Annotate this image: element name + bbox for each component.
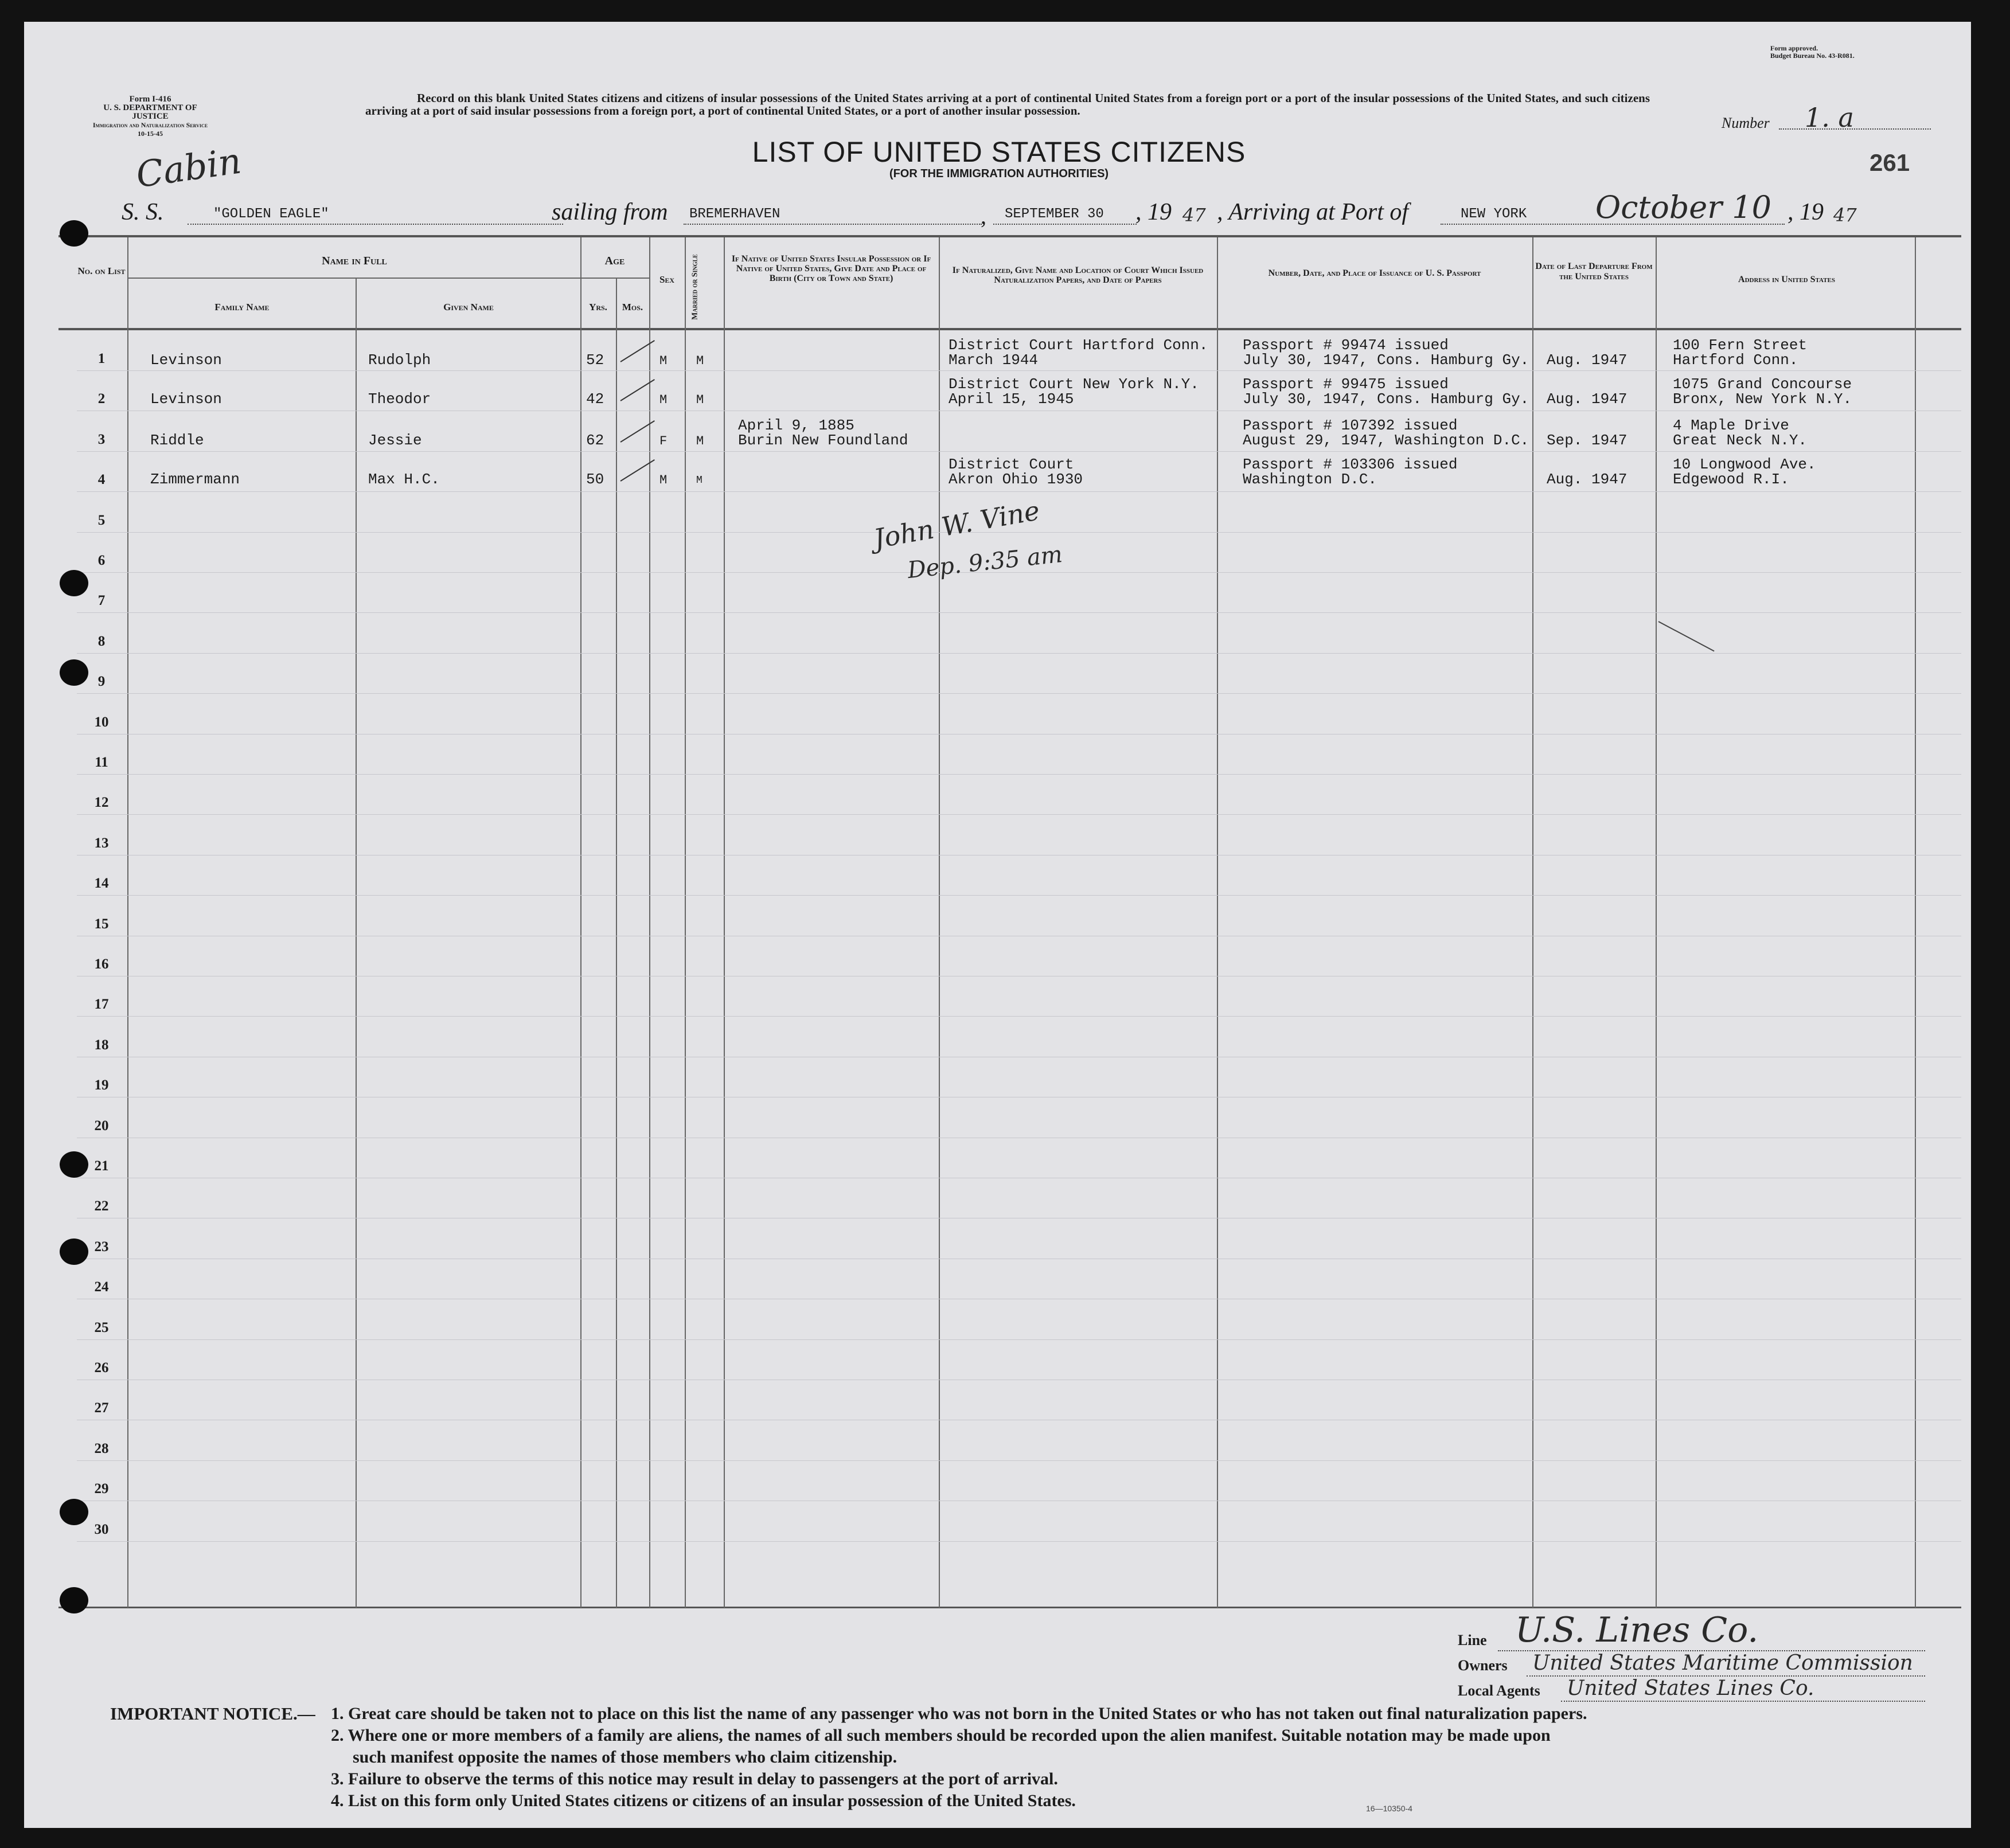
row-number: 18: [94, 1037, 109, 1053]
arrival-date: October 10: [1595, 189, 1771, 225]
row-number: 13: [94, 835, 109, 851]
sex: M: [659, 473, 668, 487]
native-line1: April 9, 1885: [738, 417, 854, 434]
row-number: 3: [97, 431, 106, 447]
address-line2: Edgewood R.I.: [1673, 471, 1789, 488]
age-years: 42: [586, 390, 604, 408]
approval-block: [1770, 45, 1855, 60]
row-number: 6: [97, 553, 106, 568]
page-stamp: 261: [1870, 149, 1910, 176]
family-name: Levinson: [150, 390, 222, 408]
row-number: 21: [94, 1158, 109, 1174]
given-name: Max H.C.: [368, 471, 440, 488]
sailing-date-line: [993, 224, 1137, 225]
row-rule: [77, 532, 1961, 533]
row-rule: [77, 1460, 1961, 1461]
approval-line2: Budget Bureau No. 43-R081.: [1770, 52, 1855, 60]
number-value: 1. a: [1805, 102, 1854, 133]
col-line-8: [939, 237, 940, 1608]
passport-line1: Passport # 99474 issued: [1243, 337, 1449, 354]
row-rule: [77, 814, 1961, 815]
table-bottom-rule: [58, 1607, 1961, 1608]
row-number: 23: [94, 1238, 109, 1255]
col-header-sex: Sex: [659, 274, 675, 285]
sailing-date: SEPTEMBER 30: [1005, 206, 1104, 222]
sex: F: [659, 434, 668, 448]
row-rule: [77, 491, 1961, 492]
row-number: 24: [94, 1279, 109, 1295]
naturalized-line1: District Court Hartford Conn.: [949, 337, 1208, 354]
passport-line1: Passport # 107392 issued: [1243, 417, 1458, 434]
line-value: U.S. Lines Co.: [1515, 1610, 1759, 1650]
col-header-age: Age: [604, 255, 625, 267]
departure-date: Aug. 1947: [1547, 351, 1627, 369]
married-status: M: [696, 393, 704, 407]
sailing-from-value: BREMERHAVEN: [689, 206, 780, 222]
row-number: 11: [95, 755, 108, 770]
age-years: 50: [586, 471, 604, 488]
departure-date: Aug. 1947: [1547, 390, 1627, 408]
notice-3: 3. Failure to observe the terms of this notice may result in delay to passengers at the port of arrival.: [331, 1769, 1058, 1788]
row-number: 8: [97, 633, 106, 649]
sex: M: [659, 393, 668, 407]
naturalized-line1: District Court New York N.Y.: [949, 376, 1199, 393]
col-header-yrs: Yrs.: [589, 302, 607, 312]
married-status: M: [696, 434, 704, 448]
row-number: 28: [94, 1440, 109, 1456]
row-number: 20: [94, 1118, 109, 1134]
naturalized-line2: Akron Ohio 1930: [949, 471, 1083, 488]
cabin-note: Cabin: [133, 139, 244, 196]
row-number: 5: [97, 512, 106, 528]
intro-text: Record on this blank United States citizens and citizens of insular possessions of the United States arriving at a port of continental United States from a foreign port or a port of the insular possessions of the United States, and such citizens arriving at a port of said insular possessions from a foreign port, a port of continental United States, or a port of another insular possession.: [365, 91, 1650, 118]
notice-4: 4. List on this form only United States citizens or citizens of an insular possession of the United States.: [331, 1791, 1076, 1810]
col-header-departure: Date of Last Departure From the United States: [1535, 261, 1653, 282]
col-line-10: [1532, 237, 1533, 1608]
passport-line2: Washington D.C.: [1243, 471, 1377, 488]
binder-hole: [60, 1587, 88, 1613]
col-line-12: [1915, 237, 1916, 1608]
married-status: M: [696, 475, 702, 486]
arriving-port: NEW YORK: [1461, 206, 1527, 222]
address-line2: Bronx, New York N.Y.: [1673, 390, 1852, 408]
passport-line2: July 30, 1947, Cons. Hamburg Gy.: [1243, 351, 1529, 369]
col-header-mos: Mos.: [622, 302, 643, 312]
departure-date: Aug. 1947: [1547, 471, 1627, 488]
row-rule: [77, 895, 1961, 896]
comma-1: ,: [981, 203, 986, 229]
row-number: 14: [94, 876, 109, 892]
col-header-name-group: Name in Full: [322, 255, 387, 267]
age-years: 52: [586, 351, 604, 369]
row-number: 1: [97, 351, 106, 366]
col-line-6: [685, 237, 686, 1608]
col-line-7: [724, 237, 725, 1608]
owners-label: Owners: [1458, 1657, 1508, 1674]
service: Immigration and Naturalization Service: [92, 121, 208, 129]
year-suffix-2: 47: [1833, 204, 1857, 226]
age-group-rule: [580, 278, 649, 279]
passport-line1: Passport # 99475 issued: [1243, 376, 1449, 393]
row-number: 10: [94, 714, 109, 730]
given-name: Theodor: [368, 390, 431, 408]
row-number: 30: [94, 1521, 109, 1537]
passport-line2: August 29, 1947, Washington D.C.: [1243, 432, 1529, 449]
binder-hole: [60, 1238, 88, 1265]
col-line-2: [356, 279, 357, 1608]
row-rule: [77, 653, 1961, 654]
row-number: 26: [94, 1360, 109, 1376]
row-number: 16: [94, 956, 109, 972]
sailing-from-label: sailing from: [552, 199, 668, 225]
agents-label: Local Agents: [1458, 1682, 1540, 1699]
binder-hole: [60, 1151, 88, 1178]
ship-line: [188, 224, 563, 225]
col-line-9: [1217, 237, 1218, 1608]
table-top-rule: [58, 235, 1961, 237]
address-line1: 4 Maple Drive: [1673, 417, 1789, 434]
agents-value: United States Lines Co.: [1567, 1677, 1814, 1700]
year-prefix-2: , 19: [1787, 199, 1824, 225]
row-number: 7: [97, 593, 106, 609]
print-code: 16—10350-4: [1366, 1804, 1412, 1813]
naturalized-line2: March 1944: [949, 351, 1039, 369]
departure-time-note: Dep. 9:35 am: [906, 541, 1064, 584]
row-number: 17: [94, 997, 109, 1013]
form-id: Form I-416: [129, 95, 171, 104]
row-number: 29: [94, 1481, 109, 1497]
stray-pen-mark: [1658, 621, 1715, 651]
department: U. S. DEPARTMENT OF JUSTICE: [103, 103, 197, 121]
naturalized-line1: District Court: [949, 456, 1074, 473]
col-header-passport: Number, Date, and Place of Issuance of U. S. Passport: [1268, 268, 1481, 278]
row-number: 25: [94, 1319, 109, 1335]
row-rule: [77, 1541, 1961, 1542]
family-name: Riddle: [150, 432, 204, 449]
passport-line1: Passport # 103306 issued: [1243, 456, 1458, 473]
col-header-address: Address in United States: [1738, 275, 1835, 284]
binder-hole: [60, 570, 88, 596]
owners-value: United States Maritime Commission: [1532, 1651, 1913, 1675]
row-number: 4: [97, 472, 106, 488]
row-number: 2: [97, 391, 106, 407]
address-line2: Great Neck N.Y.: [1673, 432, 1808, 449]
binder-hole: [60, 659, 88, 686]
col-header-family: Family Name: [214, 302, 270, 312]
row-rule: [77, 1339, 1961, 1340]
address-line2: Hartford Conn.: [1673, 351, 1798, 369]
row-rule: [77, 693, 1961, 694]
number-label: Number: [1722, 115, 1770, 131]
number-line: [1779, 128, 1931, 130]
family-name: Levinson: [150, 351, 222, 369]
approval-line1: Form approved.: [1770, 44, 1818, 52]
arriving-label-text: Arriving at Port of: [1228, 199, 1409, 225]
departure-date: Sep. 1947: [1547, 432, 1627, 449]
inspector-signature: John W. Vine: [871, 495, 1042, 554]
col-header-native: If Native of United States Insular Possession or If Native of United States, Give Date and Place of Birth (City or Town and State): [731, 254, 931, 283]
year-suffix-1: 47: [1182, 204, 1206, 226]
agents-rule: [1561, 1701, 1925, 1702]
row-rule: [77, 451, 1961, 452]
notice-2a: 2. Where one or more members of a family are aliens, the names of all such members should be recorded upon the alien manifest. Suitable notation may be made upon: [331, 1726, 1551, 1745]
year-prefix-2-value: 19: [1800, 199, 1824, 225]
col-header-married: Married or Single: [690, 254, 700, 320]
sailing-from-line: [684, 224, 982, 225]
native-line2: Burin New Foundland: [738, 432, 908, 449]
sex: M: [659, 354, 668, 368]
row-rule: [77, 1016, 1961, 1017]
manifest-sheet: [24, 22, 1971, 1828]
col-line-5: [649, 237, 650, 1608]
year-prefix-1: , 19: [1135, 199, 1172, 225]
given-name: Rudolph: [368, 351, 431, 369]
ss-label: S. S.: [122, 199, 164, 225]
year-prefix-1-value: 19: [1148, 199, 1172, 225]
line-label: Line: [1458, 1632, 1487, 1648]
col-header-given: Given Name: [443, 302, 494, 312]
naturalized-line2: April 15, 1945: [949, 390, 1074, 408]
page-subtitle: (FOR THE IMMIGRATION AUTHORITIES): [889, 167, 1109, 180]
col-line-4: [616, 279, 617, 1608]
notice-heading: IMPORTANT NOTICE.—: [110, 1704, 315, 1724]
notice-2b: such manifest opposite the names of those members who claim citizenship.: [353, 1748, 897, 1767]
col-header-no: No. on List: [77, 265, 126, 276]
binder-hole: [60, 220, 88, 247]
col-header-naturalized: If Naturalized, Give Name and Location of Court Which Issued Naturalization Papers, and Date of Papers: [952, 265, 1204, 285]
married-status: M: [696, 354, 704, 368]
notice-1: 1. Great care should be taken not to place on this list the name of any passenger who was not born in the United States or who has not taken out final naturalization papers.: [331, 1704, 1587, 1723]
arriving-label: , Arriving at Port of: [1217, 199, 1409, 225]
row-number: 9: [97, 674, 106, 690]
passport-line2: July 30, 1947, Cons. Hamburg Gy.: [1243, 390, 1529, 408]
row-number: 19: [94, 1077, 109, 1093]
row-number: 15: [94, 916, 109, 932]
row-number: 27: [94, 1400, 109, 1416]
address-line1: 1075 Grand Concourse: [1673, 376, 1852, 393]
binder-hole: [60, 1499, 88, 1525]
row-number: 12: [94, 795, 109, 811]
row-rule: [77, 612, 1961, 613]
header-bottom-rule: [58, 328, 1961, 330]
form-date: 10-15-45: [138, 130, 163, 138]
row-rule: [77, 774, 1961, 775]
name-group-rule: [128, 278, 580, 279]
given-name: Jessie: [368, 432, 422, 449]
ship-name: "GOLDEN EAGLE": [213, 206, 329, 222]
col-line-11: [1656, 237, 1657, 1608]
row-rule: [77, 370, 1961, 371]
col-line-1: [127, 237, 128, 1608]
age-years: 62: [586, 432, 604, 449]
address-line1: 10 Longwood Ave.: [1673, 456, 1816, 473]
page-title: LIST OF UNITED STATES CITIZENS: [752, 136, 1246, 168]
family-name: Zimmermann: [150, 471, 240, 488]
row-rule: [77, 572, 1961, 573]
col-line-3: [580, 237, 581, 1608]
address-line1: 100 Fern Street: [1673, 337, 1808, 354]
form-id-block: [87, 95, 213, 138]
row-number: 22: [94, 1198, 109, 1214]
